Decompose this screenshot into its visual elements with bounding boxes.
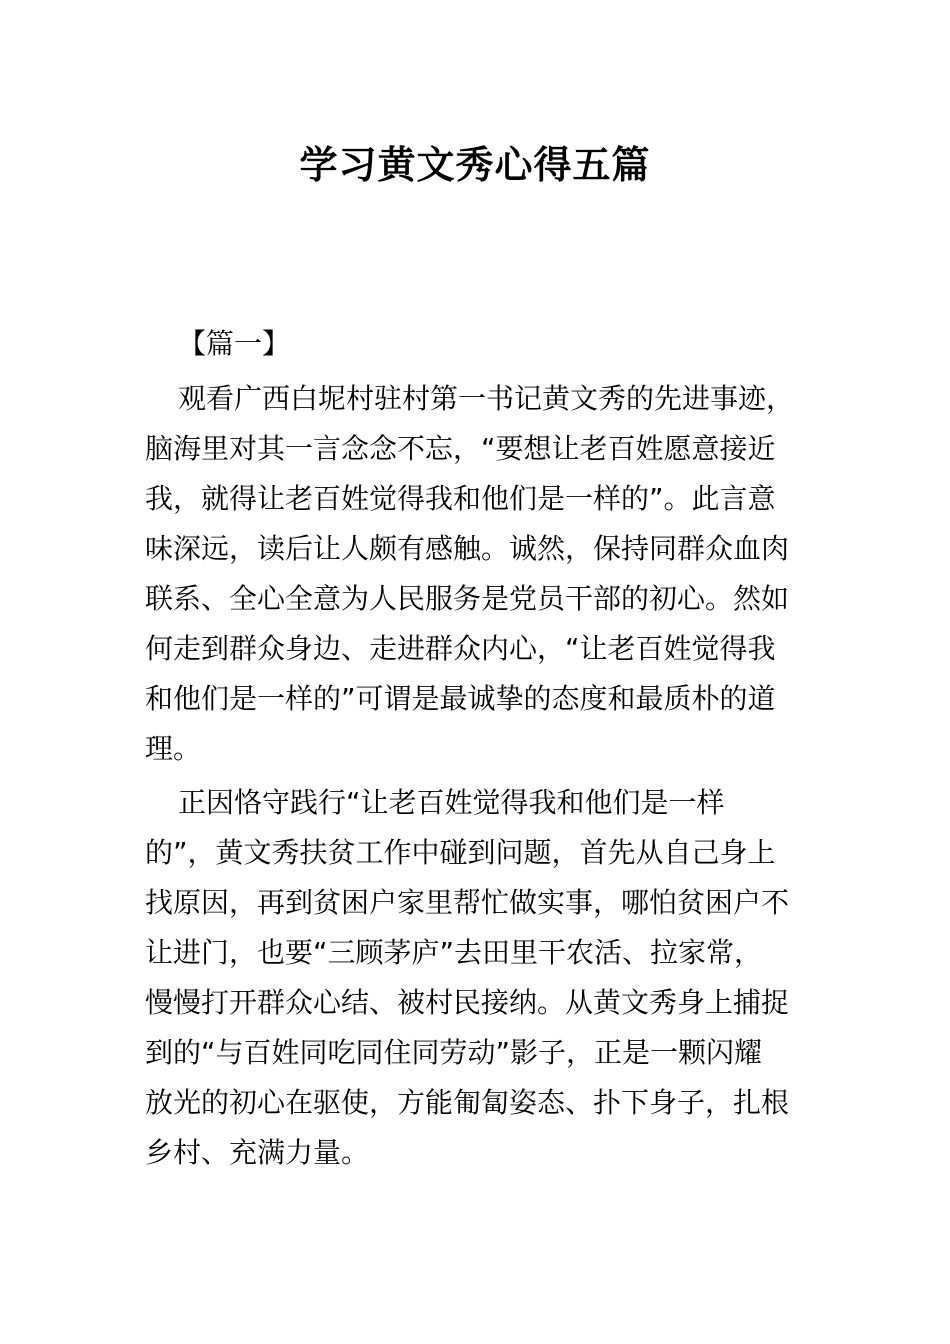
paragraph-line: 到的“与百姓同吃同住同劳动”影子，正是一颗闪耀 (145, 1036, 763, 1069)
paragraph-line: 我，就得让老百姓觉得我和他们是一样的”。此言意 (145, 482, 776, 515)
paragraph-line: 脑海里对其一言念念不忘，“要想让老百姓愿意接近 (145, 432, 776, 465)
paragraph-line: 放光的初心在驱使，方能匍匐姿态、扑下身子，扎根 (145, 1086, 790, 1119)
paragraph-line: 和他们是一样的”可谓是最诚挚的态度和最质朴的道 (145, 682, 776, 715)
paragraph-line: 何走到群众身边、走进群众内心，“让老百姓觉得我 (145, 632, 776, 665)
paragraph (145, 778, 807, 1178)
paragraph-line: 的”，黄文秀扶贫工作中碰到问题，首先从自己身上 (145, 836, 776, 869)
paragraph (145, 374, 807, 774)
paragraph-line: 让进门，也要“三顾茅庐”去田里干农活、拉家常， (145, 936, 763, 969)
paragraph-line: 理。 (145, 732, 202, 765)
paragraph-line: 联系、全心全意为人民服务是党员干部的初心。然如 (145, 582, 790, 615)
paragraph-line: 观看广西白坭村驻村第一书记黄文秀的先进事迹， (178, 382, 795, 415)
section-heading: 【篇一】 (178, 327, 291, 360)
paragraph-line: 找原因，再到贫困户家里帮忙做实事，哪怕贫困户不 (145, 886, 790, 919)
paragraph-line: 乡村、充满力量。 (145, 1136, 370, 1169)
document-title: 学习黄文秀心得五篇 (299, 143, 651, 187)
paragraph-line: 慢慢打开群众心结、被村民接纳。从黄文秀身上捕捉 (145, 986, 790, 1019)
paragraph-line: 味深远，读后让人颇有感触。诚然，保持同群众血肉 (145, 532, 790, 565)
paragraph-line: 正因恪守践行“让老百姓觉得我和他们是一样 (178, 786, 725, 819)
